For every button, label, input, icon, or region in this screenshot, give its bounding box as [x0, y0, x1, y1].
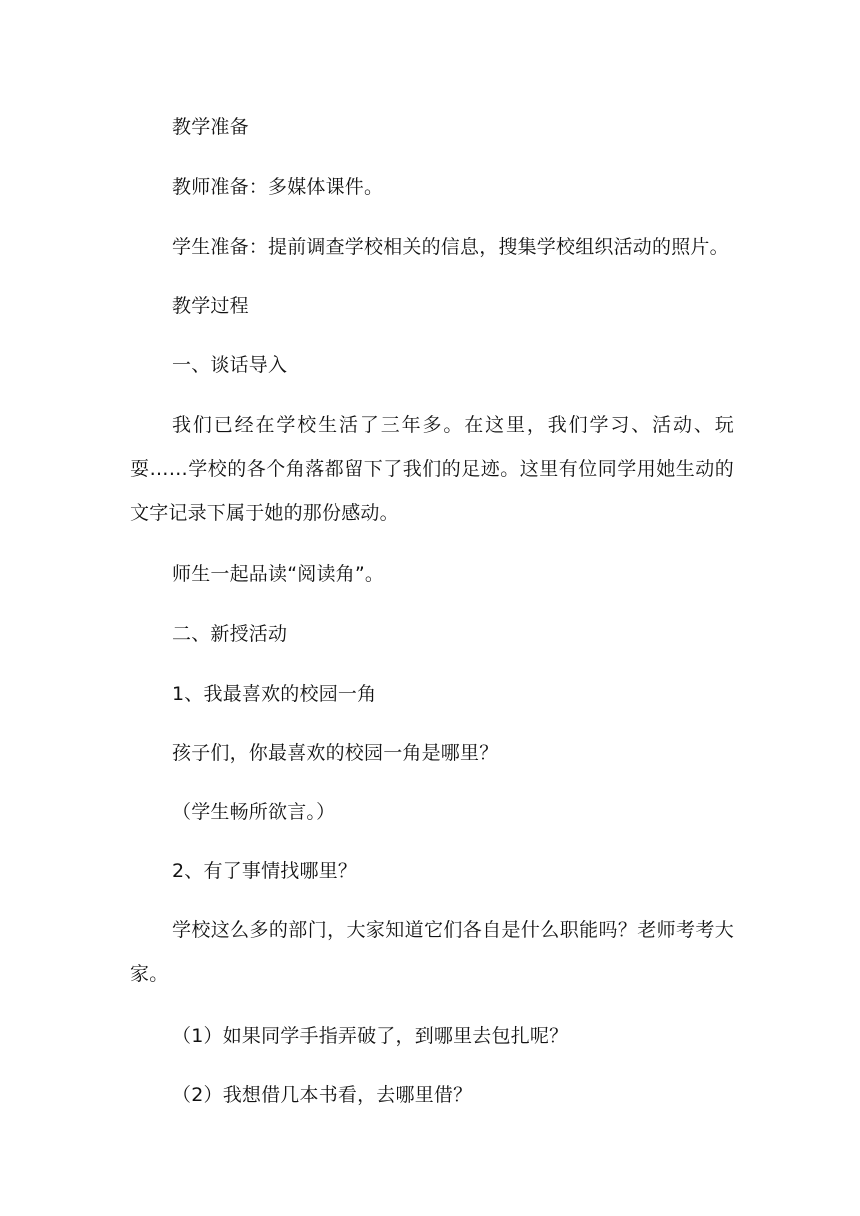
paragraph-reading-corner: 师生一起品读“阅读角”。	[172, 563, 385, 585]
paragraph-teacher-preparation: 教师准备：多媒体课件。	[172, 176, 384, 198]
section-heading-introduction: 一、谈话导入	[172, 354, 288, 376]
paragraph-introduction-body: 我们已经在学校生活了三年多。在这里，我们学习、活动、玩耍……学校的各个角落都留下了我们的足迹。这里有位同学用她生动的文字记录下属于她的那份感动。	[130, 414, 734, 524]
list-item-bandage-question: （1）如果同学手指弄破了，到哪里去包扎呢？	[172, 1025, 569, 1047]
heading-teaching-process: 教学过程	[172, 295, 249, 317]
paragraph-student-response: （学生畅所欲言。）	[172, 801, 336, 823]
heading-teaching-preparation: 教学准备	[172, 116, 249, 138]
paragraph-departments: 学校这么多的部门，大家知道它们各自是什么职能吗？老师考考大家。	[130, 919, 734, 985]
subheading-favorite-corner: 1、我最喜欢的校园一角	[172, 683, 377, 705]
list-item-borrow-books-question: （2）我想借几本书看，去哪里借？	[172, 1084, 473, 1106]
paragraph-favorite-question: 孩子们，你最喜欢的校园一角是哪里？	[172, 742, 499, 764]
subheading-where-to-go: 2、有了事情找哪里？	[172, 860, 358, 882]
paragraph-student-preparation: 学生准备：提前调查学校相关的信息，搜集学校组织活动的照片。	[172, 236, 729, 258]
section-heading-new-activity: 二、新授活动	[172, 623, 288, 645]
